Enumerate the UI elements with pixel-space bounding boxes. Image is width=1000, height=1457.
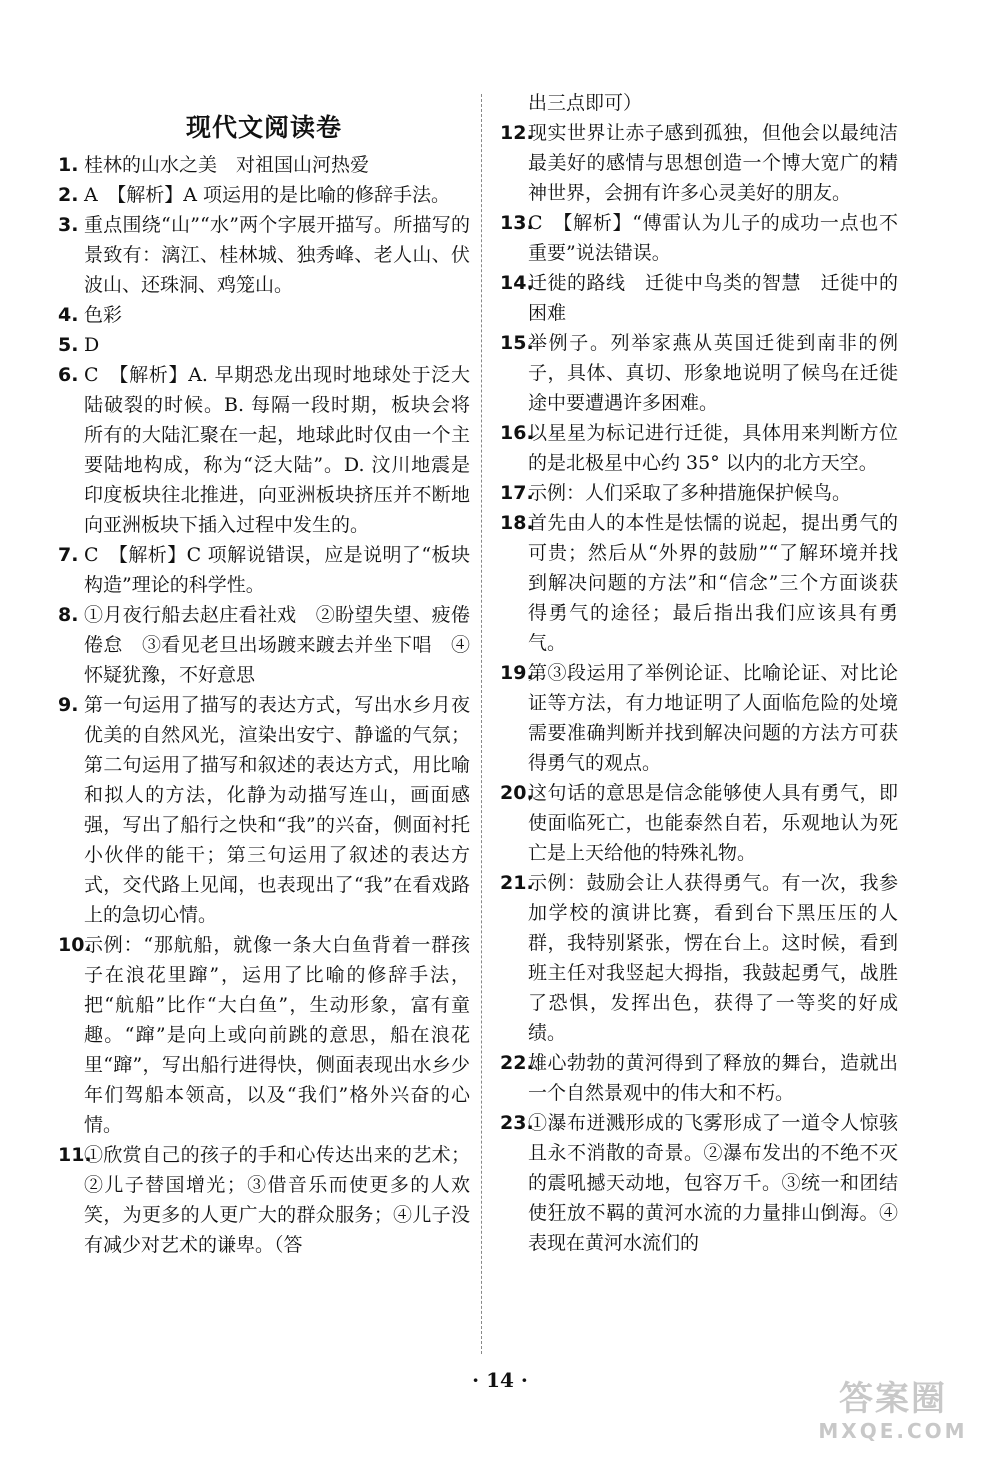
answer-text: 迁徙的路线 迁徙中鸟类的智慧 迁徙中的困难 xyxy=(528,272,898,324)
answer-number: 6. xyxy=(58,364,79,386)
answer-number: 11. xyxy=(58,1144,92,1166)
page-number: · 14 · xyxy=(472,1368,528,1392)
answer-number: 7. xyxy=(58,544,79,566)
answer-item xyxy=(500,1048,898,1108)
answer-item xyxy=(58,540,470,600)
answer-number: 13. xyxy=(500,212,534,234)
answer-number: 1. xyxy=(58,154,79,176)
answer-item xyxy=(500,658,898,778)
answer-number: 16. xyxy=(500,422,534,444)
answer-number: 12. xyxy=(500,122,534,144)
continued-text: 出三点即可） xyxy=(528,92,643,114)
answer-item xyxy=(58,930,470,1140)
answer-item xyxy=(500,118,898,208)
answer-text: ①月夜行船去赵庄看社戏 ②盼望失望、疲倦倦怠 ③看见老旦出场踱来踱去并坐下唱 ④怀疑犹豫，不好意思 xyxy=(84,604,470,686)
answer-text: C 【解析】A. 早期恐龙出现时地球处于泛大陆破裂的时候。B. 每隔一段时期，板块会将所有的大陆汇聚在一起，地球此时仅由一个主要陆地构成，称为“泛大陆”。D. 汶川地震是印度板块往北推进，向亚洲板块挤压并不断地向亚洲板块下插入过程中发生的。 xyxy=(84,364,470,536)
answer-item xyxy=(58,690,470,930)
watermark-top: 答案圈 xyxy=(839,1379,947,1419)
right-column xyxy=(500,88,898,1258)
answer-text: 雄心勃勃的黄河得到了释放的舞台，造就出一个自然景观中的伟大和不朽。 xyxy=(528,1052,898,1104)
answer-text: ①瀑布迸溅形成的飞雾形成了一道令人惊骇且永不消散的奇景。②瀑布发出的不绝不灭的震吼撼天动地，包容万千。③统一和团结使狂放不羁的黄河水流的力量排山倒海。④表现在黄河水流们的 xyxy=(528,1112,898,1254)
answer-text: A 【解析】A 项运用的是比喻的修辞手法。 xyxy=(84,184,450,206)
answer-text: 第一句运用了描写的表达方式，写出水乡月夜优美的自然风光，渲染出安宁、静谧的气氛；第二句运用了描写和叙述的表达方式，用比喻和拟人的方法，化静为动描写连山，画面感强，写出了船行之快和“我”的兴奋，侧面衬托小伙伴的能干；第三句运用了叙述的表达方式，交代路上见闻，也表现出了“我”在看戏路上的急切心情。 xyxy=(84,694,470,926)
answer-item xyxy=(500,328,898,418)
answer-number: 3. xyxy=(58,214,79,236)
answer-text: 以星星为标记进行迁徙，具体用来判断方位的是北极星中心约 35° 以内的北方天空。 xyxy=(528,422,898,474)
answer-text: C 【解析】C 项解说错误，应是说明了“板块构造”理论的科学性。 xyxy=(84,544,470,596)
answer-item xyxy=(58,150,470,180)
answer-text: 举例子。列举家燕从英国迁徙到南非的例子，具体、真切、形象地说明了候鸟在迁徙途中要遭遇许多困难。 xyxy=(528,332,898,414)
answer-number: 4. xyxy=(58,304,79,326)
answer-number: 21. xyxy=(500,872,534,894)
answer-item xyxy=(500,868,898,1048)
answer-number: 20. xyxy=(500,782,534,804)
answer-number: 22. xyxy=(500,1052,534,1074)
answer-text: D xyxy=(84,334,100,356)
answer-number: 15. xyxy=(500,332,534,354)
answer-text: 第③段运用了举例论证、比喻论证、对比论证等方法，有力地证明了人面临危险的处境需要准确判断并找到解决问题的方法方可获得勇气的观点。 xyxy=(528,662,898,774)
answer-item xyxy=(500,478,898,508)
answer-number: 9. xyxy=(58,694,79,716)
answer-text: 现实世界让赤子感到孤独，但他会以最纯洁最美好的感情与思想创造一个博大宽广的精神世界，会拥有许多心灵美好的朋友。 xyxy=(528,122,898,204)
answer-number: 23. xyxy=(500,1112,534,1134)
answer-item xyxy=(500,268,898,328)
answer-item xyxy=(58,210,470,300)
answer-item xyxy=(58,180,470,210)
answer-text: 示例：鼓励会让人获得勇气。有一次，我参加学校的演讲比赛，看到台下黑压压的人群，我特别紧张，愣在台上。这时候，看到班主任对我竖起大拇指，我鼓起勇气，战胜了恐惧，发挥出色，获得了一等奖的好成绩。 xyxy=(528,872,898,1044)
answer-text: 桂林的山水之美 对祖国山河热爱 xyxy=(84,154,370,176)
watermark-bottom: MXQE.COM xyxy=(818,1419,968,1443)
answer-number: 18. xyxy=(500,512,534,534)
answer-text: 重点围绕“山”“水”两个字展开描写。所描写的景致有：漓江、桂林城、独秀峰、老人山、伏波山、还珠洞、鸡笼山。 xyxy=(84,214,470,296)
watermark-logo xyxy=(798,1379,988,1449)
answer-number: 19. xyxy=(500,662,534,684)
page-title: 现代文阅读卷 xyxy=(185,113,342,142)
answer-item xyxy=(500,208,898,268)
answer-text: C 【解析】“傅雷认为儿子的成功一点也不重要”说法错误。 xyxy=(528,212,898,264)
answer-item xyxy=(500,508,898,658)
answer-text: 这句话的意思是信念能够使人具有勇气，即使面临死亡，也能泰然自若，乐观地认为死亡是上天给他的特殊礼物。 xyxy=(528,782,898,864)
answer-number: 14. xyxy=(500,272,534,294)
answer-text: ①欣赏自己的孩子的手和心传达出来的艺术；②儿子替国增光；③借音乐而使更多的人欢笑，为更多的人更广大的群众服务；④儿子没有减少对艺术的谦卑。（答 xyxy=(84,1144,470,1256)
answer-number: 10. xyxy=(58,934,92,956)
answer-item xyxy=(58,300,470,330)
answer-item xyxy=(500,778,898,868)
answer-item xyxy=(500,1108,898,1258)
column-divider xyxy=(481,94,482,1354)
answer-number: 5. xyxy=(58,334,79,356)
answer-text: 色彩 xyxy=(84,304,123,326)
answer-text: 示例：人们采取了多种措施保护候鸟。 xyxy=(528,482,852,504)
answer-item xyxy=(58,360,470,540)
answer-number: 17. xyxy=(500,482,534,504)
answer-text: 示例：“那航船，就像一条大白鱼背着一群孩子在浪花里蹿”，运用了比喻的修辞手法，把“航船”比作“大白鱼”，生动形象，富有童趣。“蹿”是向上或向前跳的意思，船在浪花里“蹿”，写出船行进得快，侧面表现出水乡少年们驾船本领高，以及“我们”格外兴奋的心情。 xyxy=(84,934,470,1136)
answer-item xyxy=(58,1140,470,1260)
left-column xyxy=(58,150,470,1260)
answer-number: 2. xyxy=(58,184,79,206)
answer-text: 首先由人的本性是怯懦的说起，提出勇气的可贵；然后从“外界的鼓励”“了解环境并找到解决问题的方法”和“信念”三个方面谈获得勇气的途径；最后指出我们应该具有勇气。 xyxy=(528,512,898,654)
answer-item xyxy=(58,600,470,690)
answer-number: 8. xyxy=(58,604,79,626)
answer-item xyxy=(58,330,470,360)
answer-item xyxy=(500,418,898,478)
